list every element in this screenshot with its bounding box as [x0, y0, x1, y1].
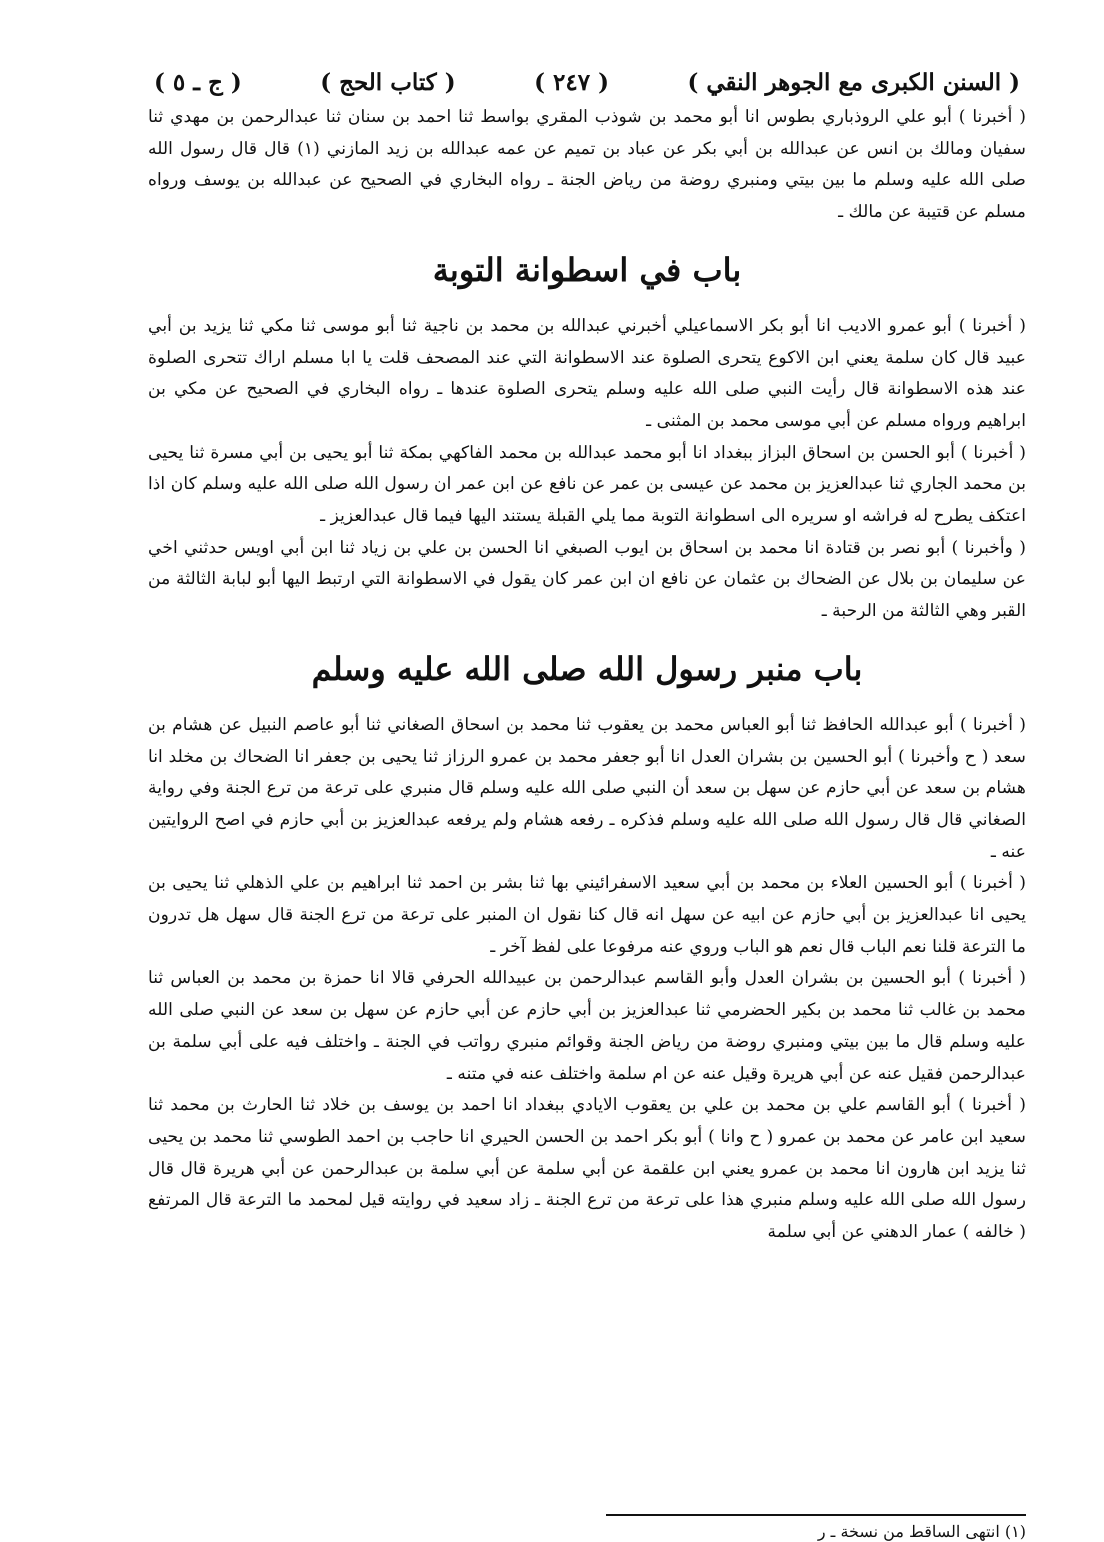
paragraph: ( وأخبرنا ) أبو نصر بن قتادة انا محمد بن اسحاق بن ايوب الصبغي انا الحسن بن علي بن زياد ثنا ابن أبي اويس حدثني اخي عن سليمان بن بلال عن الضحاك بن عثمان عن نافع ان ابن عمر كان يقول في الاسطوانة التي ارتبط اليها أبو لبابة الثالثة من القبر وهي الثالثة من الرحبة ـ: [148, 537, 1026, 622]
paragraph: ( أخبرنا ) أبو القاسم علي بن محمد بن علي بن يعقوب الايادي ببغداد انا احمد بن يوسف بن خلاد ثنا الحارث بن محمد ثنا سعيد ابن عامر عن محمد بن عمرو ( ح وانا ) أبو بكر احمد بن الحسن الحيري انا حاجب بن احمد الطوسي ثنا محمد بن يحيى ثنا يزيد ابن هارون انا محمد بن عمرو يعني ابن علقمة عن أبي سلمة عن أبي سلمة بن عبدالرحمن عن أبي هريرة قال قال رسول الله صلى الله عليه وسلم منبري هذا على ترعة من ترع الجنة ـ زاد سعيد في روايته قيل لمحمد ما الترعة قال المرتفع ( خالفه ) عمار الدهني عن أبي سلمة: [148, 1095, 1026, 1243]
paragraph: ( أخبرنا ) أبو عمرو الاديب انا أبو بكر الاسماعيلي أخبرني عبدالله بن محمد بن ناجية ثنا أبو موسى ثنا مكي ثنا يزيد بن أبي عبيد قال كان سلمة يعني ابن الاكوع يتحرى الصلوة عند الاسطوانة التي عند المصحف قلت يا ابا مسلم اراك تتحرى الصلوة عند هذه الاسطوانة قال رأيت النبي صلى الله عليه وسلم يتحرى الصلوة عندها ـ رواه البخاري في الصحيح عن مكي بن ابراهيم ورواه مسلم عن أبي موسى محمد بن المثنى ـ: [148, 315, 1026, 431]
volume-number: ( ج ـ ٥ ): [154, 68, 242, 96]
book-title: ( السنن الكبرى مع الجوهر النقي ): [687, 68, 1020, 96]
paragraph: ( أخبرنا ) أبو الحسن بن اسحاق البزاز ببغداد انا أبو محمد عبدالله بن محمد الفاكهي بمكة ثنا أبو يحيى بن أبي مسرة ثنا يحيى بن محمد الجاري ثنا عبدالعزيز بن محمد عن عيسى بن عمر عن نافع عن ابن عمر ان رسول الله صلى الله عليه وسلم كان اذا اعتكف يطرح له فراشه او سريره الى اسطوانة التوبة مما يلي القبلة يستند اليها فيما قال عبدالعزيز ـ: [148, 442, 1026, 527]
footnote-divider: [606, 1514, 1026, 1516]
paragraph: ( أخبرنا ) أبو عبدالله الحافظ ثنا أبو العباس محمد بن يعقوب ثنا محمد بن اسحاق الصغاني ثنا أبو عاصم النبيل عن هشام بن سعد ( ح وأخبرنا ) أبو الحسين بن بشران العدل انا أبو جعفر محمد بن عمرو الرزاز ثنا يحيى بن جعفر انا الضحاك بن مخلد انا هشام بن سعد عن أبي حازم عن سهل بن سعد أن النبي صلى الله عليه وسلم قال منبري على ترعة من ترع الجنة وفي رواية الصغاني قال قال رسول الله صلى الله عليه وسلم فذكره ـ رفعه هشام ولم يرفعه عبدالعزيز بن أبي حازم في اصح الروايتين عنه ـ: [148, 714, 1027, 862]
paragraph: ( أخبرنا ) أبو علي الروذباري بطوس انا أبو محمد بن شوذب المقري بواسط ثنا احمد بن سنان ثنا عبدالرحمن بن مهدي ثنا سفيان ومالك بن انس عن عبدالله بن أبي بكر عن عباد بن تميم عن عمه عبدالله بن زيد المازني (١) قال قال رسول الله صلى الله عليه وسلم ما بين بيتي ومنبري روضة من رياض الجنة ـ رواه البخاري في الصحيح عن عبدالله بن يوسف ورواه مسلم عن قتيبة عن مالك ـ: [148, 107, 1026, 223]
section-heading: باب في اسطوانة التوبة: [432, 250, 742, 289]
page-number: ( ٢٤٧ ): [534, 68, 609, 96]
page-body: [148, 62, 1026, 1249]
running-header: [148, 62, 1026, 102]
chapter-title: ( كتاب الحج ): [320, 68, 456, 96]
paragraph: ( أخبرنا ) أبو الحسين العلاء بن محمد بن أبي سعيد الاسفرائيني بها ثنا بشر بن احمد ثنا ابراهيم بن علي الذهلي ثنا يحيى بن يحيى انا عبدالعزيز بن أبي حازم عن ابيه عن سهل انه قال كنا نقول ان المنبر على ترعة من ترع الجنة قال سهل هل تدرون ما الترعة قلنا نعم الباب قال نعم هو الباب وروي عنه مرفوعا على لفظ آخر ـ: [148, 873, 1026, 957]
paragraph: ( أخبرنا ) أبو الحسين بن بشران العدل وأبو القاسم عبدالرحمن بن عبيدالله الحرفي قالا انا حمزة بن محمد بن العباس ثنا محمد بن غالب ثنا محمد بن بكير الحضرمي ثنا عبدالعزيز بن أبي حازم عن أبي حازم عن سهل بن سعد عن النبي صلى الله عليه وسلم قال ما بين بيتي ومنبري روضة من رياض الجنة وقوائم منبري رواتب في الجنة ـ واختلف فيه على أبي سلمة بن عبدالرحمن فقيل عنه عن أبي هريرة وقيل عنه عن ام سلمة واختلف عنه في متنه ـ: [148, 968, 1026, 1084]
footnote: (١) انتهى الساقط من نسخة ـ ر: [817, 1522, 1026, 1541]
section-heading: باب منبر رسول الله صلى الله عليه وسلم: [311, 649, 863, 688]
